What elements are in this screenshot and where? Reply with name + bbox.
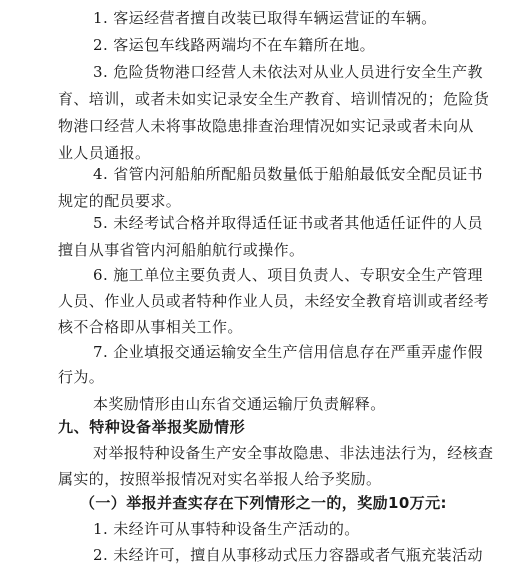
text-line: 属实的，按照举报情况对实名举报人给予奖励。 <box>58 470 382 488</box>
subsection-heading: （一）举报并查实存在下列情形之一的，奖励10万元: <box>80 494 447 512</box>
text-line: 规定的配员要求。 <box>58 192 182 210</box>
text-line: 本奖励情形由山东省交通运输厅负责解释。 <box>93 395 386 413</box>
text-line: 1. 未经许可从事特种设备生产活动的。 <box>93 520 360 538</box>
text-line: 育、培训，或者未如实记录安全生产教育、培训情况的；危险货 <box>58 90 490 108</box>
text-line: 6. 施工单位主要负责人、项目负责人、专职安全生产管理 <box>93 266 483 284</box>
text-line: 4. 省管内河船舶所配船员数量低于船舶最低安全配员证书 <box>93 165 483 183</box>
text-line: 对举报特种设备生产安全事故隐患、非法违法行为，经核查 <box>93 444 494 462</box>
text-line: 擅自从事省管内河船舶航行或操作。 <box>58 241 305 259</box>
text-line: 核不合格即从事相关工作。 <box>58 318 243 336</box>
text-line: 3. 危险货物港口经营人未依法对从业人员进行安全生产教 <box>93 63 483 81</box>
text-line: 2. 客运包车线路两端均不在车籍所在地。 <box>93 36 376 54</box>
section-heading: 九、特种设备举报奖励情形 <box>58 418 246 436</box>
text-line: 5. 未经考试合格并取得适任证书或者其他适任证件的人员 <box>93 214 483 232</box>
text-line: 7. 企业填报交通运输安全生产信用信息存在严重弄虚作假 <box>93 343 483 361</box>
text-line: 2. 未经许可，擅自从事移动式压力容器或者气瓶充装活动 <box>93 546 483 564</box>
text-line: 1. 客运经营者擅自改装已取得车辆运营证的车辆。 <box>93 9 437 27</box>
text-line: 人员、作业人员或者特种作业人员，未经安全教育培训或者经考 <box>58 292 490 310</box>
text-line: 行为。 <box>58 368 105 386</box>
text-line: 业人员通报。 <box>58 144 151 162</box>
text-line: 物港口经营人未将事故隐患排查治理情况如实记录或者未向从 <box>58 117 474 135</box>
